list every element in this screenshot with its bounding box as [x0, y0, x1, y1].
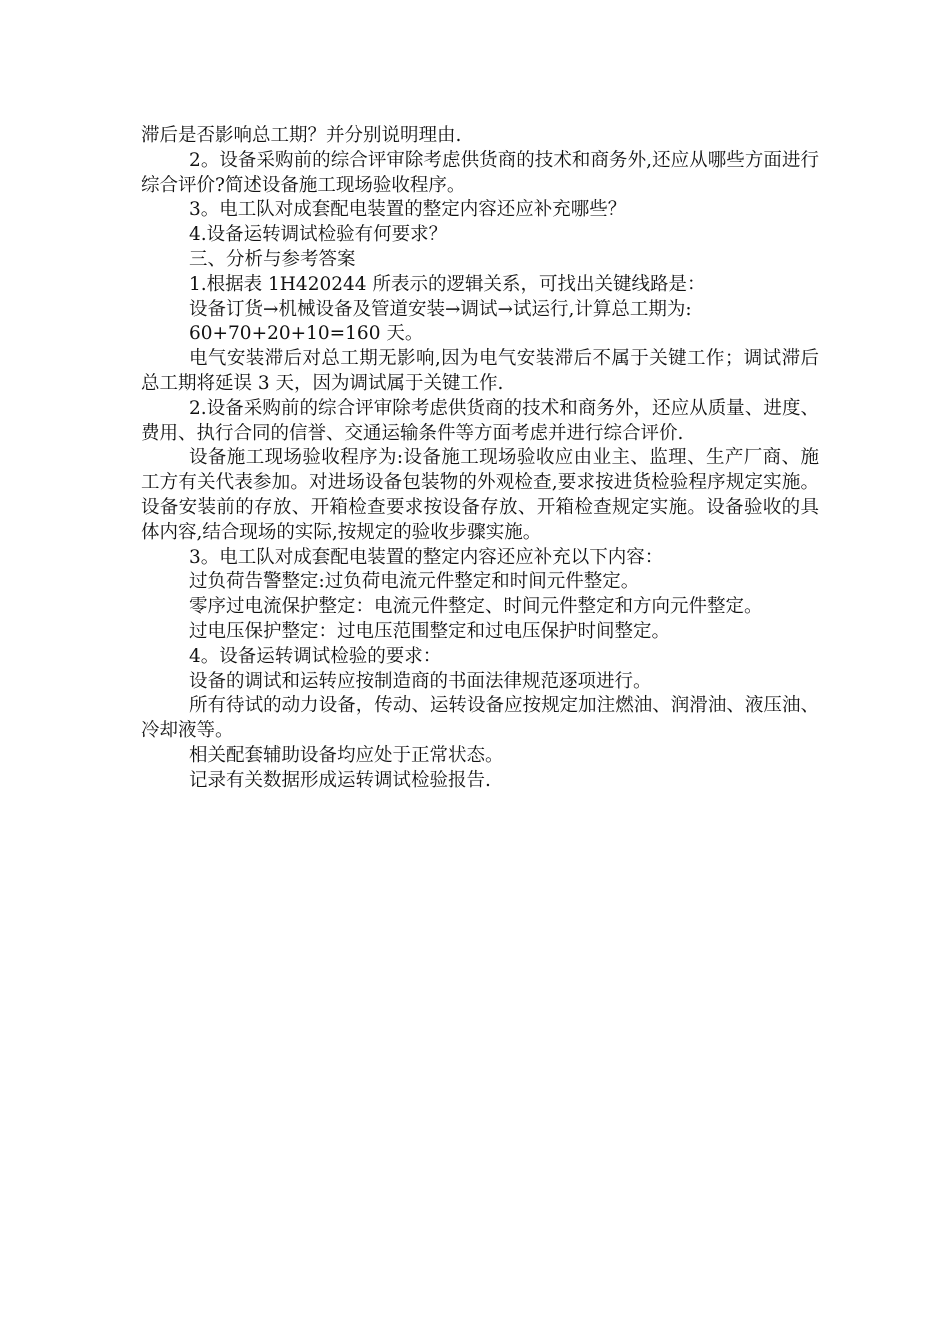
paragraph-total-duration: 60+70+20+10=160 天。: [189, 323, 424, 345]
document-body: [141, 124, 819, 794]
paragraph-acceptance-procedure: 设备施工现场验收程序为:设备施工现场验收应由业主、监理、生产厂商、施工方有关代表参加。对进场设备包装物的外观检查,要求按进货检验程序规定实施。设备安装前的存放、开箱检查要求按设备存放、开箱检查规定实施。设备验收的具体内容,结合现场的实际,按规定的验收步骤实施。: [141, 447, 819, 543]
paragraph-question-2: 2。设备采购前的综合评审除考虑供货商的技术和商务外,还应从哪些方面进行综合评价?简述设备施工现场验收程序。: [141, 149, 819, 196]
paragraph-zero-sequence-setting: 零序过电流保护整定：电流元件整定、时间元件整定和方向元件整定。: [189, 596, 763, 618]
paragraph-overvoltage-setting: 过电压保护整定：过电压范围整定和过电压保护时间整定。: [189, 620, 671, 642]
paragraph-critical-path: 设备订货→机械设备及管道安装→调试→试运行,计算总工期为:: [189, 298, 692, 320]
paragraph-delay-analysis: 电气安装滞后对总工期无影响,因为电气安装滞后不属于关键工作；调试滞后总工期将延误 3 天，因为调试属于关键工作.: [141, 348, 819, 394]
paragraph-answer-1-intro: 1.根据表 1H420244 所表示的逻辑关系，可找出关键线路是：: [189, 273, 706, 295]
paragraph-question-3: 3。电工队对成套配电装置的整定内容还应补充哪些？: [189, 199, 627, 221]
paragraph-question-1-continued: 滞后是否影响总工期？并分别说明理由.: [141, 125, 462, 146]
paragraph-answer-2: 2.设备采购前的综合评审除考虑供货商的技术和商务外，还应从质量、进度、费用、执行合同的信誉、交通运输条件等方面考虑并进行综合评价.: [141, 397, 819, 444]
paragraph-requirement-1: 设备的调试和运转应按制造商的书面法律规范逐项进行。: [189, 670, 652, 692]
paragraph-overload-setting: 过负荷告警整定:过负荷电流元件整定和时间元件整定。: [189, 571, 640, 593]
section-heading-answers: 三、分析与参考答案: [189, 248, 356, 270]
paragraph-question-4: 4.设备运转调试检验有何要求？: [189, 224, 448, 246]
paragraph-requirement-3: 相关配套辅助设备均应处于正常状态。: [189, 744, 504, 766]
paragraph-answer-4: 4。设备运转调试检验的要求：: [189, 645, 442, 667]
paragraph-requirement-2: 所有待试的动力设备，传动、运转设备应按规定加注燃油、润滑油、液压油、冷却液等。: [141, 695, 819, 742]
paragraph-answer-3: 3。电工队对成套配电装置的整定内容还应补充以下内容：: [189, 546, 664, 568]
paragraph-requirement-4: 记录有关数据形成运转调试检验报告.: [189, 769, 491, 791]
